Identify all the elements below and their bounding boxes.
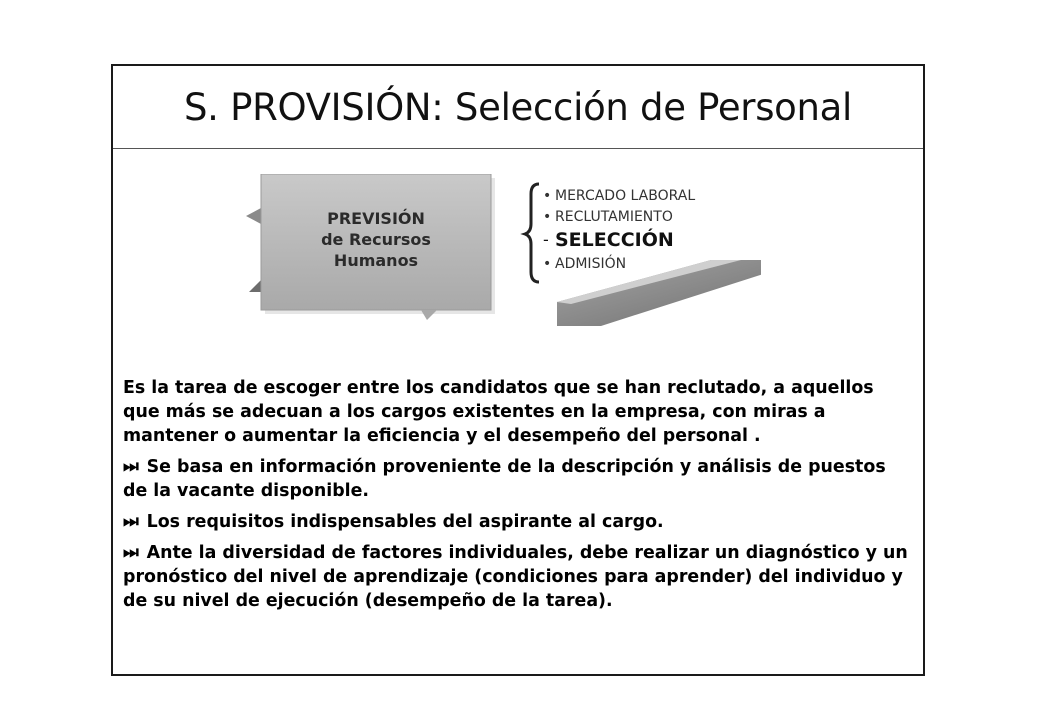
bullet-arrow-icon: ⏭ xyxy=(123,457,139,477)
list-label-2: RECLUTAMIENTO xyxy=(555,209,673,225)
slide-frame xyxy=(111,64,925,676)
bullet-paragraph-1 xyxy=(123,455,913,503)
list-bullet-3: - xyxy=(543,230,549,249)
bullet-text-1: Se basa en información proveniente de la descripción y análisis de puestos de la vacante disponible. xyxy=(123,457,886,501)
bullet-paragraph-2 xyxy=(123,510,913,534)
list-label-4: ADMISIÓN xyxy=(555,256,627,272)
box-tail xyxy=(421,310,437,320)
list-bullet-2: • xyxy=(543,209,552,225)
list-bullet-4: • xyxy=(543,256,552,272)
list-bullet-1: • xyxy=(543,188,552,204)
bullet-text-2: Los requisitos indispensables del aspirante al cargo. xyxy=(146,512,664,532)
curly-brace xyxy=(525,184,539,282)
bullet-arrow-icon: ⏭ xyxy=(123,543,139,563)
arrow-tab-bottom xyxy=(249,280,261,292)
bullet-arrow-icon: ⏭ xyxy=(123,512,139,532)
list-label-1: MERCADO LABORAL xyxy=(555,188,696,204)
intro-paragraph: Es la tarea de escoger entre los candidatos que se han reclutado, a aquellos que más se adecuan a los cargos existentes en la empresa, con miras a mantener o aumentar la eficiencia y el desempeño del personal . xyxy=(123,378,874,446)
slide-title: S. PROVISIÓN: Selección de Personal xyxy=(183,85,853,129)
title-area xyxy=(113,66,923,149)
arrow-tab-top xyxy=(246,208,261,224)
box-line-1: PREVISIÓN xyxy=(327,209,425,228)
provision-diagram xyxy=(241,174,761,334)
bullet-text-3: Ante la diversidad de factores individuales, debe realizar un diagnóstico y un pronóstico del nivel de aprendizaje (condiciones para aprender) del individuo y de su nivel de ejecución (desempeño de la tarea). xyxy=(123,543,908,611)
box-line-2: de Recursos xyxy=(321,230,431,249)
bullet-paragraph-3 xyxy=(123,541,913,613)
body-text xyxy=(123,376,913,620)
box-line-3: Humanos xyxy=(333,251,419,270)
list-label-3: SELECCIÓN xyxy=(555,229,674,251)
